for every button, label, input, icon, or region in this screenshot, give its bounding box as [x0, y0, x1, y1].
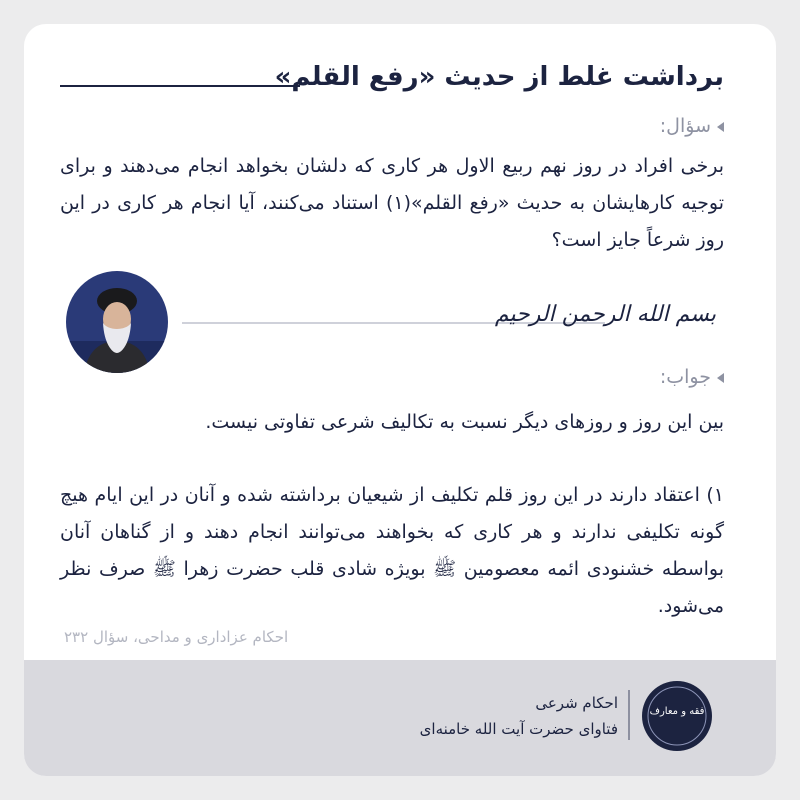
question-text: برخی افراد در روز نهم ربیع الاول هر کاری که دلشان بخواهد انجام می‌دهند و برای توجیه کارهایشان به حدیث «رفع القلم»(۱) استناد می‌کنند، آیا انجام هر کاری در این روز شرعاً جایز است؟ — [60, 155, 724, 251]
portrait-avatar — [66, 271, 168, 373]
footer-subtitle: فتاوای حضرت آیت الله خامنه‌ای — [419, 720, 618, 738]
triangle-marker-icon — [717, 122, 724, 132]
answer-text: بین این روز و روزهای دیگر نسبت به تکالیف شرعی تفاوتی نیست. — [205, 411, 724, 433]
question-label-row — [660, 115, 724, 137]
question-label: سؤال: — [659, 115, 711, 137]
brand-logo-text: فقه و معارف — [649, 706, 705, 717]
page-title: برداشت غلط از حدیث «رفع القلم» — [274, 62, 724, 92]
triangle-marker-icon — [717, 373, 724, 383]
source-citation: احکام عزاداری و مداحی، سؤال ۲۳۲ — [64, 628, 289, 646]
footer-title: احکام شرعی — [535, 694, 618, 712]
answer-label: جواب: — [659, 366, 711, 388]
footnote-text: ۱) اعتقاد دارند در این روز قلم تکلیف از شیعیان برداشته شده و آنان در این ایام هیچ گونه تکلیفی ندارند و هر کاری که بخواهند می‌توانند انجام دهند و از گناهان آنان بواسطه خشنودی ائمه معصومین ﷺ بویژه شادی قلب حضرت زهرا ﷺ صرف نظر می‌شود. — [60, 484, 724, 617]
bismillah-calligraphy: بسم الله الرحمن الرحیم — [494, 302, 716, 327]
footer-separator — [628, 690, 630, 740]
answer-label-row — [660, 366, 724, 388]
